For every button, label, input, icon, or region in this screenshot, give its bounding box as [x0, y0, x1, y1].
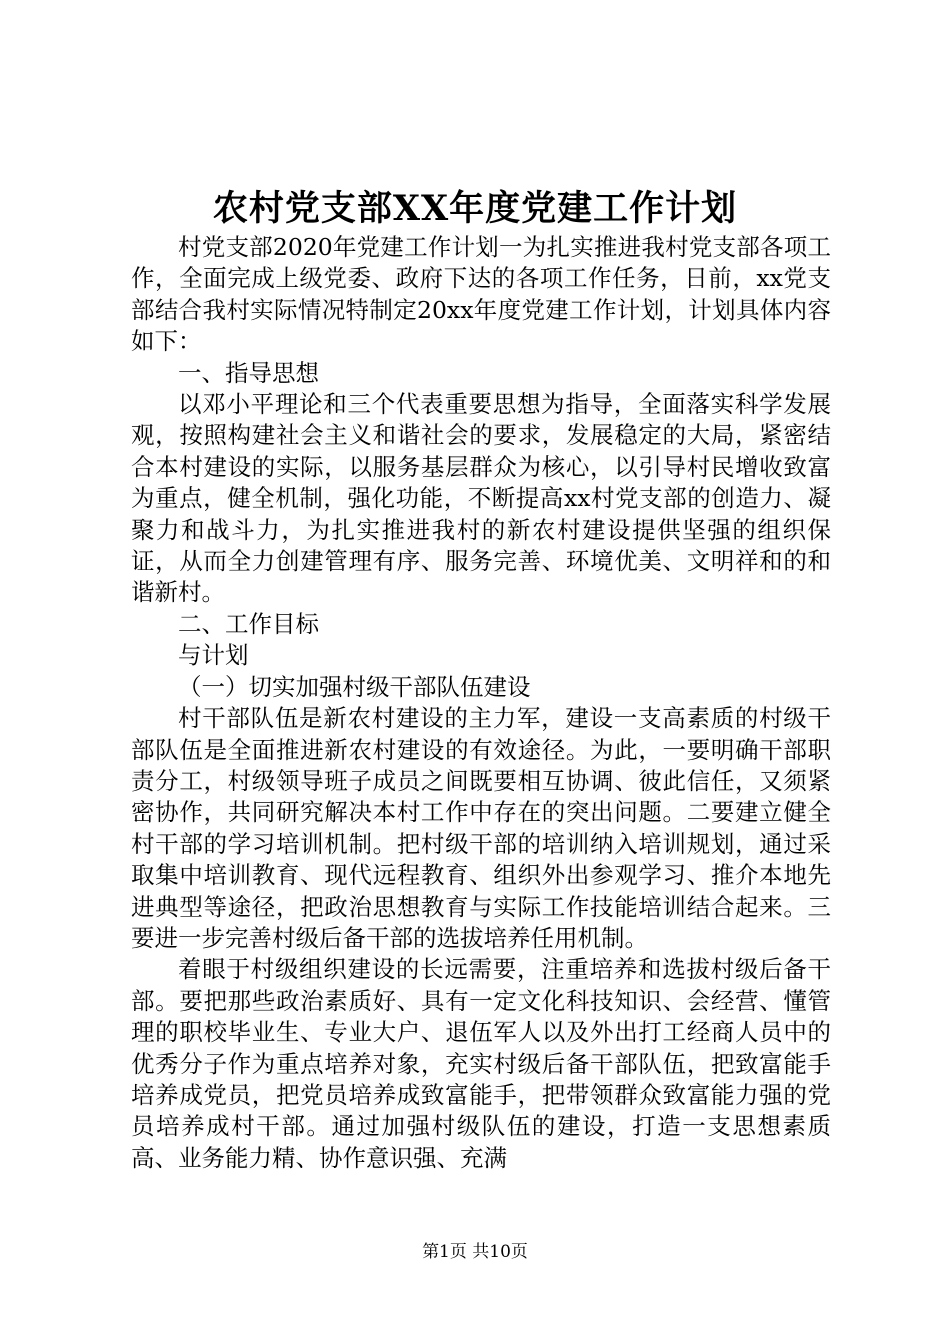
- cadre-team-paragraph: 村干部队伍是新农村建设的主力军，建设一支高素质的村级干部队伍是全面推进新农村建设的有效途径。为此，一要明确干部职责分工，村级领导班子成员之间既要相互协调、彼此信任，又须紧密协作，共同研究解决本村工作中存在的突出问题。二要建立健全村干部的学习培训机制。把村级干部的培训纳入培训规划，通过采取集中培训教育、现代远程教育、组织外出参观学习、推介本地先进典型等途径，把政治思想教育与实际工作技能培训结合起来。三要进一步完善村级后备干部的选拔培养任用机制。: [131, 704, 831, 952]
- intro-paragraph: 村党支部2020年党建工作计划一为扎实推进我村党支部各项工作，全面完成上级党委、政府下达的各项工作任务，日前，xx党支部结合我村实际情况特制定20xx年度党建工作计划，计划具体内容如下：: [131, 233, 831, 356]
- document-body: [131, 232, 831, 1174]
- reserve-cadre-paragraph: 着眼于村级组织建设的长远需要，注重培养和选拔村级后备干部。要把那些政治素质好、具有一定文化科技知识、会经营、懂管理的职校毕业生、专业大户、退伍军人以及外出打工经商人员中的优秀分子作为重点培养对象，充实村级后备干部队伍，把致富能手培养成党员，把党员培养成致富能手，把带领群众致富能力强的党员培养成村干部。通过加强村级队伍的建设，打造一支思想素质高、业务能力精、协作意识强、充满: [131, 955, 831, 1172]
- page-indicator: 第1页 共10页: [422, 1242, 528, 1262]
- subsection-heading-cadre-team: （一）切实加强村级干部队伍建设: [178, 672, 531, 701]
- guiding-ideology-paragraph: 以邓小平理论和三个代表重要思想为指导，全面落实科学发展观，按照构建社会主义和谐社会的要求，发展稳定的大局，紧密结合本村建设的实际，以服务基层群众为核心，以引导村民增收致富为重点，健全机制，强化功能，不断提高xx村党支部的创造力、凝聚力和战斗力，为扎实推进我村的新农村建设提供坚强的组织保证，从而全力创建管理有序、服务完善、环境优美、文明祥和的和谐新村。: [131, 390, 831, 607]
- section-heading-work-goals: 二、工作目标: [178, 609, 319, 638]
- document-title: 农村党支部XX年度党建工作计划: [212, 188, 738, 229]
- section-heading-work-goals-continued: 与计划: [178, 641, 249, 670]
- section-heading-guiding-ideology: 一、指导思想: [178, 358, 319, 387]
